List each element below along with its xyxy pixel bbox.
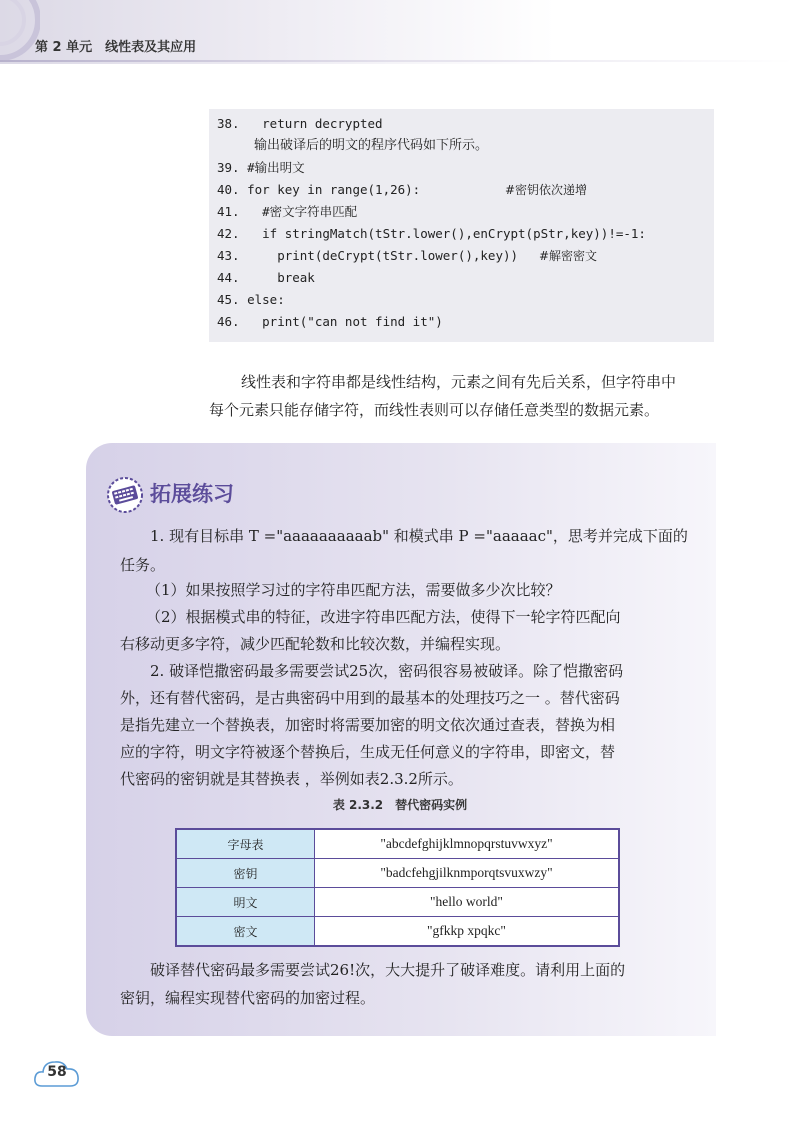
question-2-line-1: 2. 破译恺撒密码最多需要尝试25次，密码很容易被破译。除了恺撒密码: [150, 662, 624, 680]
question-2-line-4: 应的字符，明文字符被逐个替换后，生成无任何意义的字符串，即密文，替: [120, 743, 616, 761]
header-divider: [0, 60, 794, 62]
code-comment-40: #密钥依次递增: [505, 183, 588, 197]
table-value-cell: "gfkkp xpqkc": [315, 917, 620, 947]
question-2-line-2: 外，还有替代密码，是古典密码中用到的最基本的处理技巧之一 。替代密码: [120, 689, 620, 707]
question-1b-line-1: （2）根据模式串的特征，改进字符串匹配方法，使得下一轮字符匹配向: [146, 608, 621, 626]
code-line-38: 38. return decrypted: [217, 116, 383, 131]
code-line-41: 41. #密文字符串匹配: [217, 204, 358, 219]
closing-line-2: 密钥，编程实现替代密码的加密过程。: [120, 989, 376, 1007]
table-row: [176, 917, 619, 947]
question-1a: （1）如果按照学习过的字符串匹配方法，需要做多少次比较？: [146, 581, 561, 599]
code-note: 输出破译后的明文的程序代码如下所示。: [254, 138, 489, 153]
question-1-line-1: 1. 现有目标串 T ="aaaaaaaaaab" 和模式串 P ="aaaaac"，思考并完成下面的: [150, 527, 688, 545]
code-line-39: 39. #输出明文: [217, 160, 305, 175]
code-line-46: 46. print("can not find it"): [217, 314, 443, 329]
table-caption: 表 2.3.2 替代密码实例: [332, 798, 468, 812]
table-row: [176, 829, 619, 859]
table-row: [176, 888, 619, 917]
code-comment-43: #解密密文: [539, 249, 598, 263]
table-value-cell: "abcdefghijklmnopqrstuvwxyz": [315, 829, 620, 859]
unit-title: 第 2 单元 线性表及其应用: [35, 40, 197, 55]
keyboard-icon: [106, 476, 144, 514]
exercise-title: 拓展练习: [150, 482, 234, 506]
question-2-line-3: 是指先建立一个替换表，加密时将需要加密的明文依次通过查表，替换为相: [120, 716, 616, 734]
table-key-cell: 密文: [176, 917, 315, 947]
page-header: [0, 0, 794, 64]
question-1b-line-2: 右移动更多字符，减少匹配轮数和比较次数，并编程实现。: [120, 635, 511, 653]
code-line-43: 43. print(deCrypt(tStr.lower(),key)): [217, 248, 519, 263]
table-key-cell: 明文: [176, 888, 315, 917]
code-block: [209, 109, 714, 342]
cipher-table: [175, 828, 620, 947]
table-value-cell: "badcfehgjilknmporqtsvuxwzy": [315, 859, 620, 888]
body-paragraph-line-1: 线性表和字符串都是线性结构，元素之间有先后关系，但字符串中: [241, 373, 677, 391]
question-2-line-5: 代密码的密钥就是其替换表 ，举例如表2.3.2所示。: [120, 770, 463, 788]
table-value-cell: "hello world": [315, 888, 620, 917]
closing-line-1: 破译替代密码最多需要尝试26!次，大大提升了破译难度。请利用上面的: [150, 961, 626, 979]
code-line-40: 40. for key in range(1,26):: [217, 182, 421, 197]
table-row: [176, 859, 619, 888]
table-key-cell: 密钥: [176, 859, 315, 888]
body-paragraph-line-2: 每个元素只能存储字符，而线性表则可以存储任意类型的数据元素。: [209, 401, 660, 419]
header-decoration-icon: [0, 0, 40, 60]
code-line-45: 45. else:: [217, 292, 285, 307]
table-key-cell: 字母表: [176, 829, 315, 859]
page-number: 58: [47, 1064, 67, 1080]
question-1-line-2: 任务。: [120, 556, 166, 574]
code-line-44: 44. break: [217, 270, 315, 285]
code-line-42: 42. if stringMatch(tStr.lower(),enCrypt(pStr,key))!=-1:: [217, 226, 646, 241]
